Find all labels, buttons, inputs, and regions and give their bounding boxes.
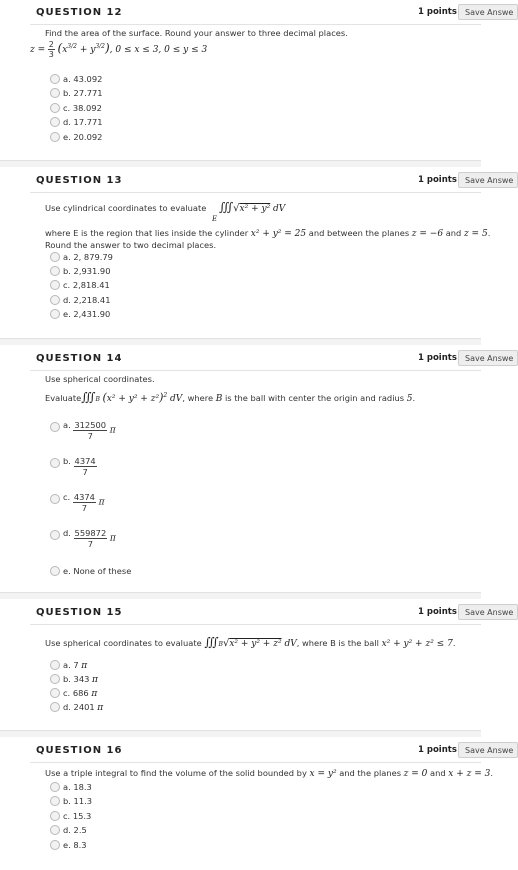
question-prompt: Use spherical coordinates to evaluate ∭B√x² + y² + z² dV, where B is the ball x² + y² + z² ≤ 7. <box>45 635 456 649</box>
radio-button[interactable] <box>50 309 60 319</box>
radio-button[interactable] <box>50 74 60 84</box>
points-label: 1 points <box>418 175 457 185</box>
radio-button[interactable] <box>50 280 60 290</box>
save-answer-button[interactable]: Save Answe <box>458 172 518 188</box>
radio-button[interactable] <box>50 88 60 98</box>
radio-button[interactable] <box>50 702 60 712</box>
points-label: 1 points <box>418 745 457 755</box>
radio-button[interactable] <box>50 117 60 127</box>
radio-button[interactable] <box>50 782 60 792</box>
question-title: QUESTION 14 <box>36 353 123 364</box>
save-answer-button[interactable]: Save Answe <box>458 4 518 20</box>
question-prompt: Find the area of the surface. Round your answer to three decimal places. <box>45 28 348 38</box>
radio-button[interactable] <box>50 825 60 835</box>
radio-button[interactable] <box>50 530 60 540</box>
points-label: 1 points <box>418 607 457 617</box>
save-answer-button[interactable]: Save Answe <box>458 742 518 758</box>
round-instruction: Round the answer to two decimal places. <box>45 240 217 250</box>
radio-button[interactable] <box>50 103 60 113</box>
question-prompt: Use a triple integral to find the volume of the solid bounded by x = y² and the planes z = 0 and x + z = 3. <box>45 768 494 779</box>
question-separator <box>0 730 481 737</box>
question-prompt: Use spherical coordinates. <box>45 374 155 384</box>
radio-button[interactable] <box>50 660 60 670</box>
points-label: 1 points <box>418 7 457 17</box>
question-title: QUESTION 12 <box>36 7 123 18</box>
radio-button[interactable] <box>50 458 60 468</box>
points-label: 1 points <box>418 353 457 363</box>
question-separator <box>0 338 481 345</box>
integral-expression: Evaluate∭B $(x^2 + y^2 + z^2)^2$ dV, where B is the ball with center the origin and radius 5. <box>45 390 416 404</box>
question-header <box>30 170 514 193</box>
radio-button[interactable] <box>50 688 60 698</box>
radio-button[interactable] <box>50 295 60 305</box>
radio-button[interactable] <box>50 132 60 142</box>
integral-region-label: E <box>212 215 218 223</box>
radio-button[interactable] <box>50 840 60 850</box>
save-answer-button[interactable]: Save Answe <box>458 604 518 620</box>
question-title: QUESTION 13 <box>36 175 123 186</box>
radio-button[interactable] <box>50 266 60 276</box>
question-prompt: Use cylindrical coordinates to evaluate ∭√x² + y² dV <box>45 200 286 214</box>
radio-button[interactable] <box>50 796 60 806</box>
question-header <box>30 348 514 371</box>
question-title: QUESTION 16 <box>36 745 123 756</box>
radio-button[interactable] <box>50 811 60 821</box>
question-header <box>30 2 514 25</box>
radio-button[interactable] <box>50 252 60 262</box>
question-header <box>30 740 514 763</box>
save-answer-button[interactable]: Save Answe <box>458 350 518 366</box>
radio-button[interactable] <box>50 422 60 432</box>
question-header <box>30 602 514 625</box>
question-separator <box>0 592 481 599</box>
radio-button[interactable] <box>50 674 60 684</box>
radio-button[interactable] <box>50 494 60 504</box>
region-description: where E is the region that lies inside the cylinder x² + y² = 25 and between the planes z = −6 and z = 5. <box>45 228 491 239</box>
radio-button[interactable] <box>50 566 60 576</box>
question-title: QUESTION 15 <box>36 607 123 618</box>
surface-equation: z = $\frac{2}{3}$ $(x^{3/2} + y^{3/2})$, 0 ≤ x ≤ 3, 0 ≤ y ≤ 3 <box>30 40 208 59</box>
question-separator <box>0 160 481 167</box>
